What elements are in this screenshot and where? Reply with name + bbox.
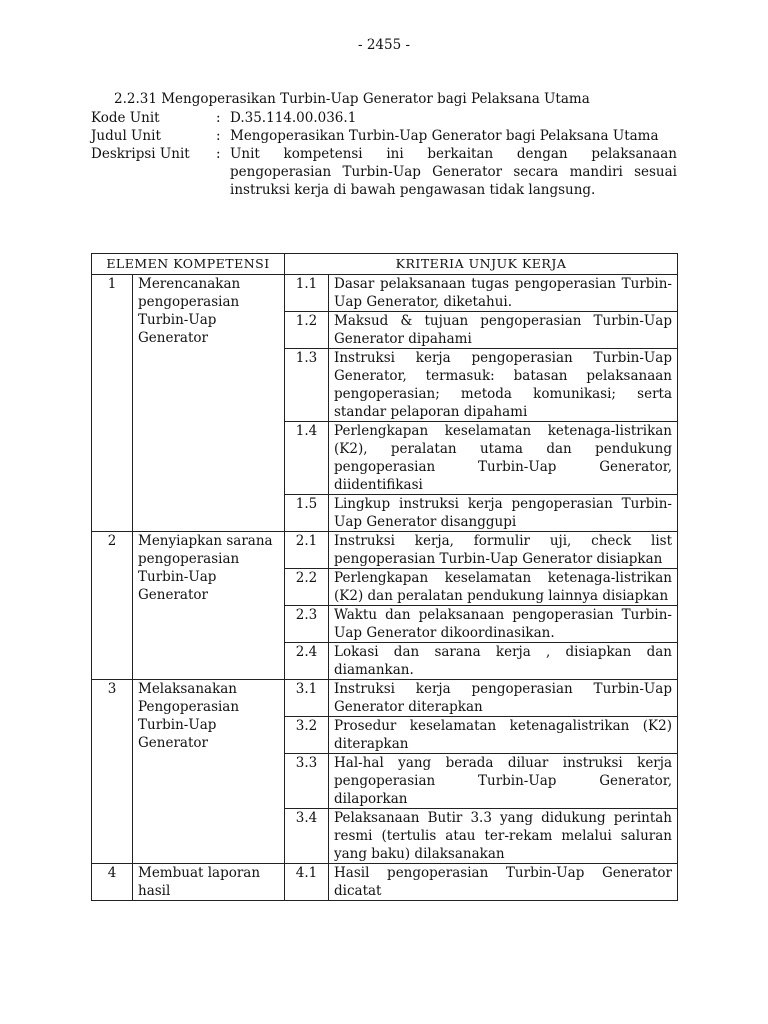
criteria-number: 3.3 [285,754,329,809]
criteria-text: Pelaksanaan Butir 3.3 yang didukung perintah resmi (tertulis atau ter-rekam melalui saluran yang baku) dilaksanakan [329,809,678,864]
competency-table [91,253,678,901]
criteria-number: 2.1 [285,532,329,569]
meta-colon: : [216,146,221,162]
element-name: Membuat laporan hasil [133,864,285,901]
element-name: Merencanakan pengoperasian Turbin-Uap Generator [133,275,285,532]
criteria-number: 4.1 [285,864,329,901]
criteria-text: Perlengkapan keselamatan ketenaga-listrikan (K2) dan peralatan pendukung lainnya disiapkan [329,569,678,606]
criteria-number: 1.2 [285,312,329,349]
meta-label: Kode Unit [91,110,160,126]
table-row [92,680,678,717]
meta-colon: : [216,110,221,126]
meta-label: Judul Unit [91,128,161,144]
element-number: 1 [92,275,133,532]
criteria-text: Lokasi dan sarana kerja , disiapkan dan diamankan. [329,643,678,680]
criteria-text: Instruksi kerja, formulir uji, check list pengoperasian Turbin-Uap Generator disiapkan [329,532,678,569]
criteria-text: Prosedur keselamatan ketenagalistrikan (K2) diterapkan [329,717,678,754]
criteria-number: 2.2 [285,569,329,606]
meta-row-judul-unit [91,127,677,145]
table-body [92,275,678,901]
table-header-row [92,254,678,275]
meta-value: Mengoperasikan Turbin-Uap Generator bagi Pelaksana Utama [230,128,659,144]
criteria-text: Lingkup instruksi kerja pengoperasian Turbin-Uap Generator disanggupi [329,495,678,532]
meta-row-deskripsi-unit [91,145,677,199]
criteria-number: 1.3 [285,349,329,422]
header-elemen-kompetensi: ELEMEN KOMPETENSI [92,254,285,275]
element-name: Melaksanakan Pengoperasian Turbin-Uap Generator [133,680,285,864]
element-number: 3 [92,680,133,864]
criteria-number: 3.4 [285,809,329,864]
table-row [92,532,678,569]
header-kriteria-unjuk-kerja: KRITERIA UNJUK KERJA [285,254,678,275]
criteria-number: 3.2 [285,717,329,754]
criteria-number: 1.1 [285,275,329,312]
meta-colon: : [216,128,221,144]
criteria-text: Hasil pengoperasian Turbin-Uap Generator dicatat [329,864,678,901]
meta-value: D.35.114.00.036.1 [230,110,357,126]
table-row [92,864,678,901]
criteria-text: Instruksi kerja pengoperasian Turbin-Uap Generator, termasuk: batasan pelaksanaan pengoperasian; metoda komunikasi; serta standar pelaporan dipahami [329,349,678,422]
criteria-number: 3.1 [285,680,329,717]
criteria-number: 2.4 [285,643,329,680]
criteria-text: Dasar pelaksanaan tugas pengoperasian Turbin-Uap Generator, diketahui. [329,275,678,312]
element-number: 2 [92,532,133,680]
criteria-text: Waktu dan pelaksanaan pengoperasian Turbin-Uap Generator dikoordinasikan. [329,606,678,643]
meta-value: Unit kompetensi ini berkaitan dengan pelaksanaan pengoperasian Turbin-Uap Generator secara mandiri sesuai instruksi kerja di bawah pengawasan tidak langsung. [230,146,677,198]
element-name: Menyiapkan sarana pengoperasian Turbin-Uap Generator [133,532,285,680]
unit-meta [91,109,677,199]
criteria-number: 1.4 [285,422,329,495]
table-row [92,275,678,312]
criteria-text: Instruksi kerja pengoperasian Turbin-Uap Generator diterapkan [329,680,678,717]
criteria-text: Maksud & tujuan pengoperasian Turbin-Uap Generator dipahami [329,312,678,349]
criteria-text: Hal-hal yang berada diluar instruksi kerja pengoperasian Turbin-Uap Generator, dilaporkan [329,754,678,809]
section-title: 2.2.31 Mengoperasikan Turbin-Uap Generator bagi Pelaksana Utama [114,91,590,107]
meta-row-kode-unit [91,109,677,127]
criteria-number: 2.3 [285,606,329,643]
criteria-number: 1.5 [285,495,329,532]
page-number: - 2455 - [357,37,411,53]
meta-label: Deskripsi Unit [91,146,190,162]
criteria-text: Perlengkapan keselamatan ketenaga-listrikan (K2), peralatan utama dan pendukung pengoperasian Turbin-Uap Generator, diidentifikasi [329,422,678,495]
element-number: 4 [92,864,133,901]
